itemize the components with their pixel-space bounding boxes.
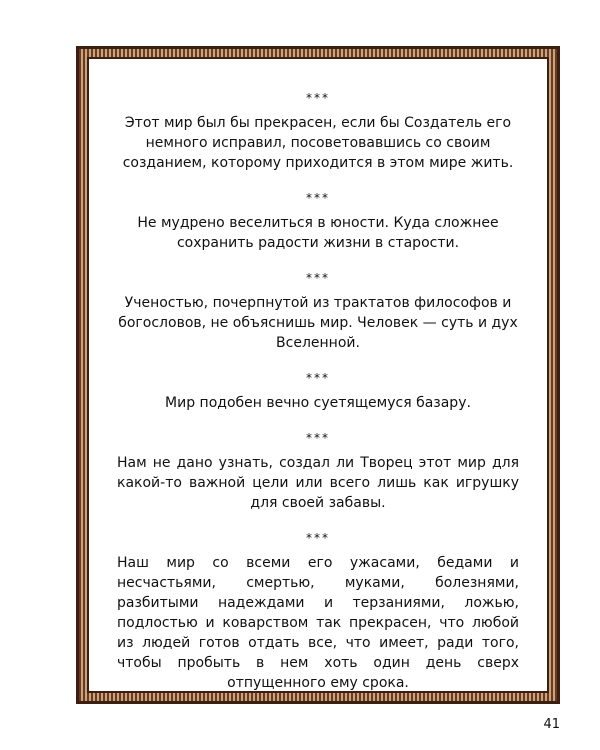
quote-6: Наш мир со всеми его ужасами, бедами и несчастьями, смертью, муками, болезнями, разбитыми надеждами и терзаниями, ложью, подлостью и коварством так прекрасен, что любой из людей готов отдать все, что имеет, ради того, чтобы пробыть в нем хоть один день сверх отпущенного ему срока. — [117, 555, 519, 691]
page-number: 41 — [543, 717, 560, 732]
separator: *** — [306, 431, 330, 445]
frame-content-area — [87, 57, 549, 693]
quote-3: Ученостью, почерпнутой из трактатов философов и богословов, не объяснишь мир. Человек — суть и дух Вселенной. — [118, 295, 518, 351]
separator: *** — [306, 91, 330, 105]
separator: *** — [306, 371, 330, 385]
quotes-content — [117, 91, 519, 693]
quote-2: Не мудрено веселиться в юности. Куда сложнее сохранить радости жизни в старости. — [137, 215, 499, 251]
separator: *** — [306, 271, 330, 285]
quote-4: Мир подобен вечно суетящемуся базару. — [165, 395, 471, 411]
decorative-frame — [76, 46, 560, 704]
separator: *** — [306, 191, 330, 205]
quote-5: Нам не дано узнать, создал ли Творец этот мир для какой-то важной цели или всего лишь как игрушку для своей забавы. — [117, 455, 519, 511]
separator: *** — [306, 531, 330, 545]
quote-1: Этот мир был бы прекрасен, если бы Создатель его немного исправил, посоветовавшись со своим созданием, которому приходится в этом мире жить. — [122, 115, 514, 171]
